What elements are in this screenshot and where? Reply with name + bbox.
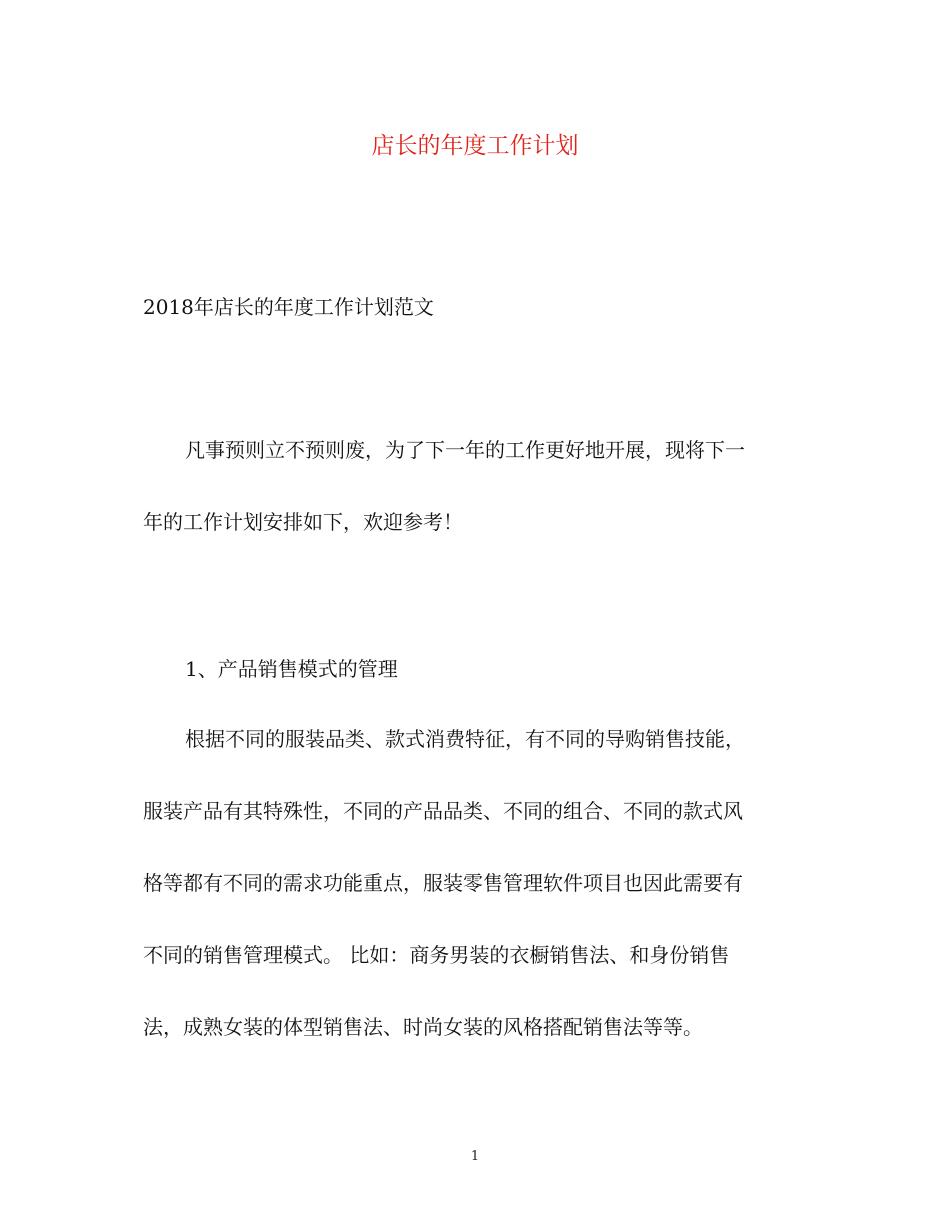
- section-paragraph: [143, 722, 803, 1082]
- section-line: 根据不同的服装品类、款式消费特征，有不同的导购销售技能，: [185, 727, 745, 751]
- intro-line: 凡事预则立不预则废，为了下一年的工作更好地开展，现将下一: [185, 438, 745, 462]
- intro-paragraph: [143, 433, 803, 577]
- intro-line: 年的工作计划安排如下，欢迎参考！: [143, 510, 463, 534]
- section-line: 法，成熟女装的体型销售法、时尚女装的风格搭配销售法等等。: [143, 1015, 703, 1039]
- section-line: 格等都有不同的需求功能重点，服装零售管理软件项目也因此需要有: [143, 871, 743, 895]
- section-line: 不同的销售管理模式。 比如：商务男装的衣橱销售法、和身份销售: [143, 943, 730, 967]
- section-heading: 1、产品销售模式的管理: [185, 657, 398, 681]
- section-line: 服装产品有其特殊性，不同的产品品类、不同的组合、不同的款式风: [143, 799, 743, 823]
- page-number: 1: [470, 1149, 480, 1164]
- document-subtitle: 2018年店长的年度工作计划范文: [143, 295, 434, 319]
- document-title: 店长的年度工作计划: [371, 133, 579, 159]
